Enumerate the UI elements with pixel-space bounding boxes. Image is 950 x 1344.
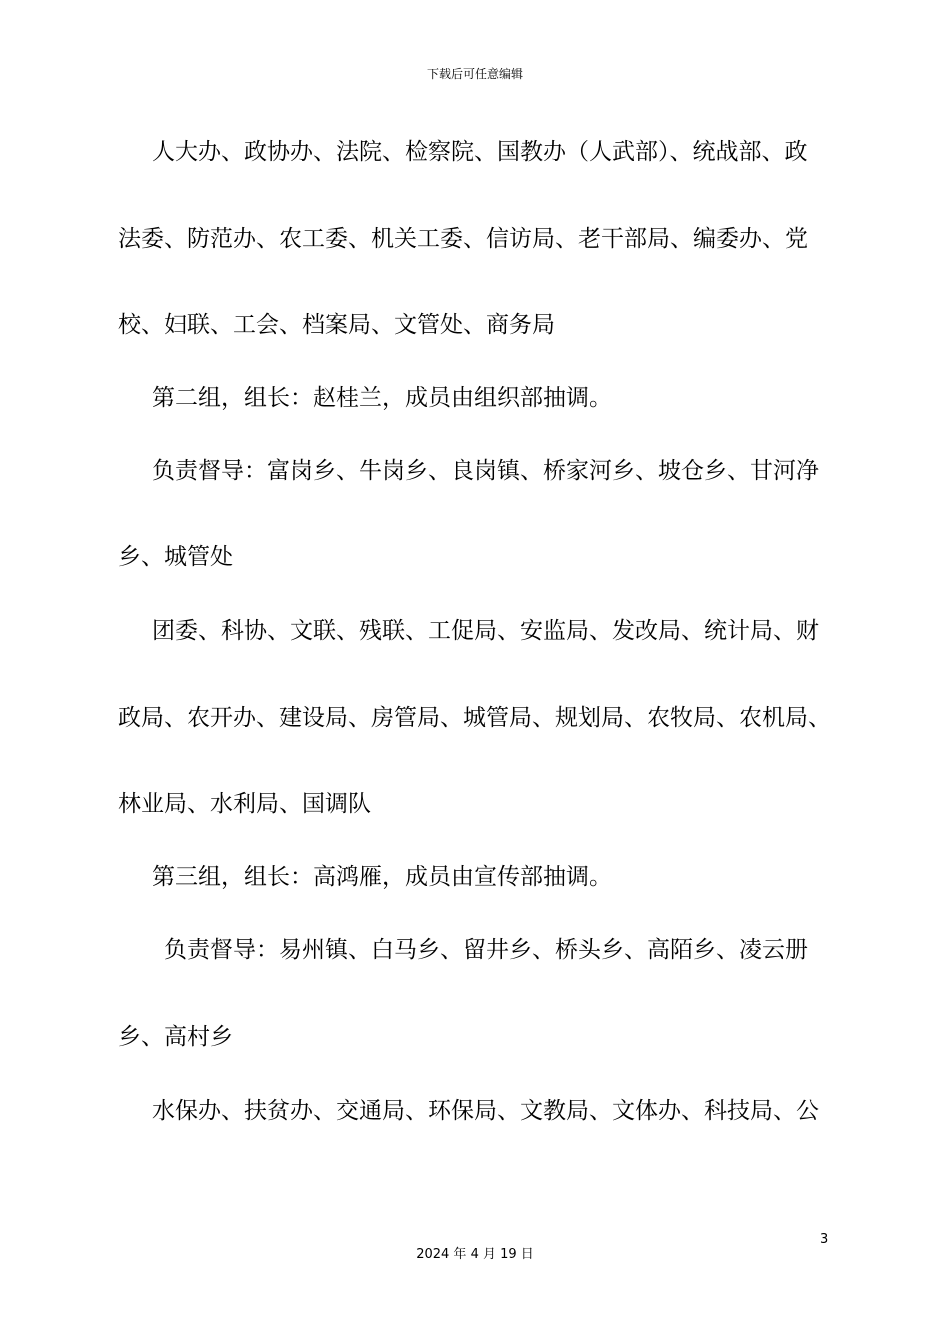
text-line: 第三组，组长：高鸿雁，成员由宣传部抽调。 — [152, 864, 612, 890]
text-line: 校、妇联、工会、档案局、文管处、商务局 — [118, 312, 555, 338]
text-line: 第二组，组长：赵桂兰，成员由组织部抽调。 — [152, 385, 612, 411]
text-line: 团委、科协、文联、残联、工促局、安监局、发改局、统计局、财 — [152, 618, 819, 644]
text-line: 林业局、水利局、国调队 — [118, 791, 371, 817]
text-line: 法委、防范办、农工委、机关工委、信访局、老干部局、编委办、党 — [118, 226, 808, 252]
text-line: 负责督导：易州镇、白马乡、留井乡、桥头乡、高陌乡、凌云册 — [164, 937, 808, 963]
text-line: 乡、城管处 — [118, 544, 233, 570]
page-header: 下载后可任意编辑 — [426, 67, 523, 81]
text-line: 人大办、政协办、法院、检察院、国教办（人武部）、统战部、政 — [152, 139, 808, 165]
text-line: 政局、农开办、建设局、房管局、城管局、规划局、农牧局、农机局、 — [118, 705, 831, 731]
text-line: 乡、高村乡 — [118, 1024, 233, 1050]
text-line: 负责督导：富岗乡、牛岗乡、良岗镇、桥家河乡、坡仓乡、甘河净 — [152, 458, 819, 484]
footer-date: 2024 年 4 月 19 日 — [416, 1247, 534, 1262]
text-line: 水保办、扶贫办、交通局、环保局、文教局、文体办、科技局、公 — [152, 1098, 819, 1124]
page-number: 3 — [820, 1232, 829, 1247]
